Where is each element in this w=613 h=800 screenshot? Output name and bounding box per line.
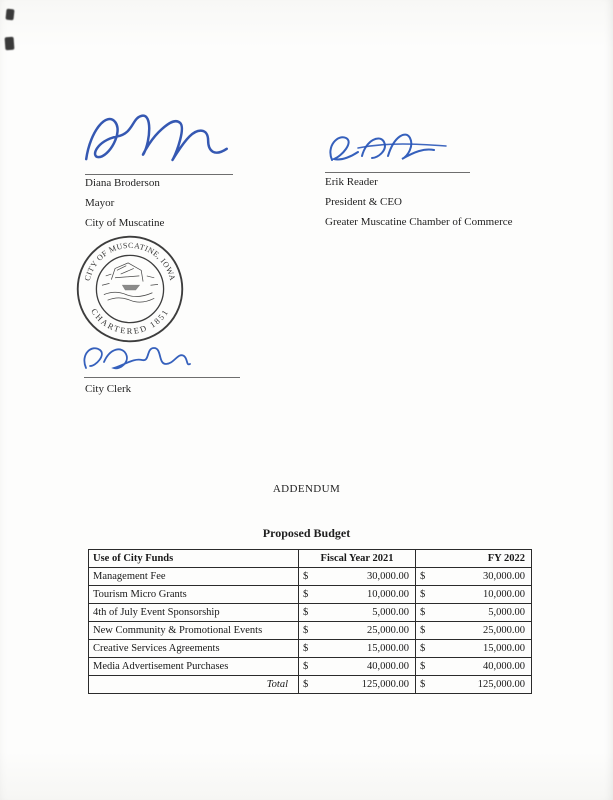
fy2021-amount: 30,000.00: [367, 570, 409, 582]
fy2022-amount: 15,000.00: [483, 642, 525, 654]
seal-bottom-text: CHARTERED 1851: [89, 307, 171, 336]
mayor-org: City of Muscatine: [85, 217, 165, 229]
clerk-title: City Clerk: [85, 383, 132, 395]
dollar-sign: $: [303, 660, 309, 672]
dollar-sign: $: [303, 678, 309, 690]
fy2022-amount: 5,000.00: [488, 606, 525, 618]
table-row: [89, 658, 532, 676]
row-label: Media Advertisement Purchases: [89, 658, 299, 676]
dollar-sign: $: [303, 642, 309, 654]
fy2021-amount: 25,000.00: [367, 624, 409, 636]
table-total-row: [89, 676, 532, 694]
table-row: [89, 622, 532, 640]
fy2022-amount: 30,000.00: [483, 570, 525, 582]
budget-table: [88, 549, 532, 694]
dollar-sign: $: [303, 570, 309, 582]
total-label: Total: [89, 676, 299, 694]
svg-text:CHARTERED 1851: [89, 307, 171, 336]
dollar-sign: $: [303, 624, 309, 636]
president-signature: [322, 126, 452, 176]
dollar-sign: $: [303, 588, 309, 600]
dollar-sign: $: [420, 570, 426, 582]
fy2021-amount: 40,000.00: [367, 660, 409, 672]
seal-top-text: CITY OF MUSCATINE, IOWA: [82, 240, 178, 282]
city-seal: [74, 233, 186, 345]
fy2022-total: 125,000.00: [477, 678, 525, 690]
row-label: Management Fee: [89, 568, 299, 586]
fy2021-amount: 10,000.00: [367, 588, 409, 600]
mayor-signature-line: [85, 174, 233, 175]
fy2022-amount: 10,000.00: [483, 588, 525, 600]
table-row: [89, 586, 532, 604]
president-title: President & CEO: [325, 196, 402, 208]
dollar-sign: $: [420, 678, 426, 690]
scan-artifact: [5, 9, 14, 21]
addendum-heading: ADDENDUM: [272, 483, 341, 495]
column-header-fy2022: FY 2022: [416, 550, 532, 568]
clerk-signature-line: [84, 377, 240, 378]
scan-artifact: [5, 37, 15, 51]
budget-heading: Proposed Budget: [262, 526, 351, 540]
mayor-title: Mayor: [85, 197, 115, 209]
svg-text:CITY OF MUSCATINE, IOWA: [83, 241, 177, 282]
row-label: New Community & Promotional Events: [89, 622, 299, 640]
table-row: [89, 640, 532, 658]
president-org: Greater Muscatine Chamber of Commerce: [325, 216, 513, 228]
table-row: [89, 604, 532, 622]
president-name: Erik Reader: [325, 176, 378, 188]
column-header-funds: Use of City Funds: [89, 550, 299, 568]
mayor-signature: [80, 104, 235, 174]
fy2021-total: 125,000.00: [361, 678, 409, 690]
dollar-sign: $: [420, 642, 426, 654]
fy2021-amount: 15,000.00: [367, 642, 409, 654]
row-label: Tourism Micro Grants: [89, 586, 299, 604]
president-signature-line: [325, 172, 470, 173]
fy2022-amount: 40,000.00: [483, 660, 525, 672]
mayor-name: Diana Broderson: [85, 177, 160, 189]
fy2022-amount: 25,000.00: [483, 624, 525, 636]
dollar-sign: $: [420, 660, 426, 672]
dollar-sign: $: [420, 624, 426, 636]
clerk-signature: [78, 340, 198, 382]
dollar-sign: $: [420, 588, 426, 600]
dollar-sign: $: [303, 606, 309, 618]
row-label: Creative Services Agreements: [89, 640, 299, 658]
dollar-sign: $: [420, 606, 426, 618]
fy2021-amount: 5,000.00: [372, 606, 409, 618]
column-header-fy2021: Fiscal Year 2021: [299, 550, 416, 568]
table-row: [89, 568, 532, 586]
seal-illustration: [102, 263, 158, 302]
table-header-row: [89, 550, 532, 568]
row-label: 4th of July Event Sponsorship: [89, 604, 299, 622]
